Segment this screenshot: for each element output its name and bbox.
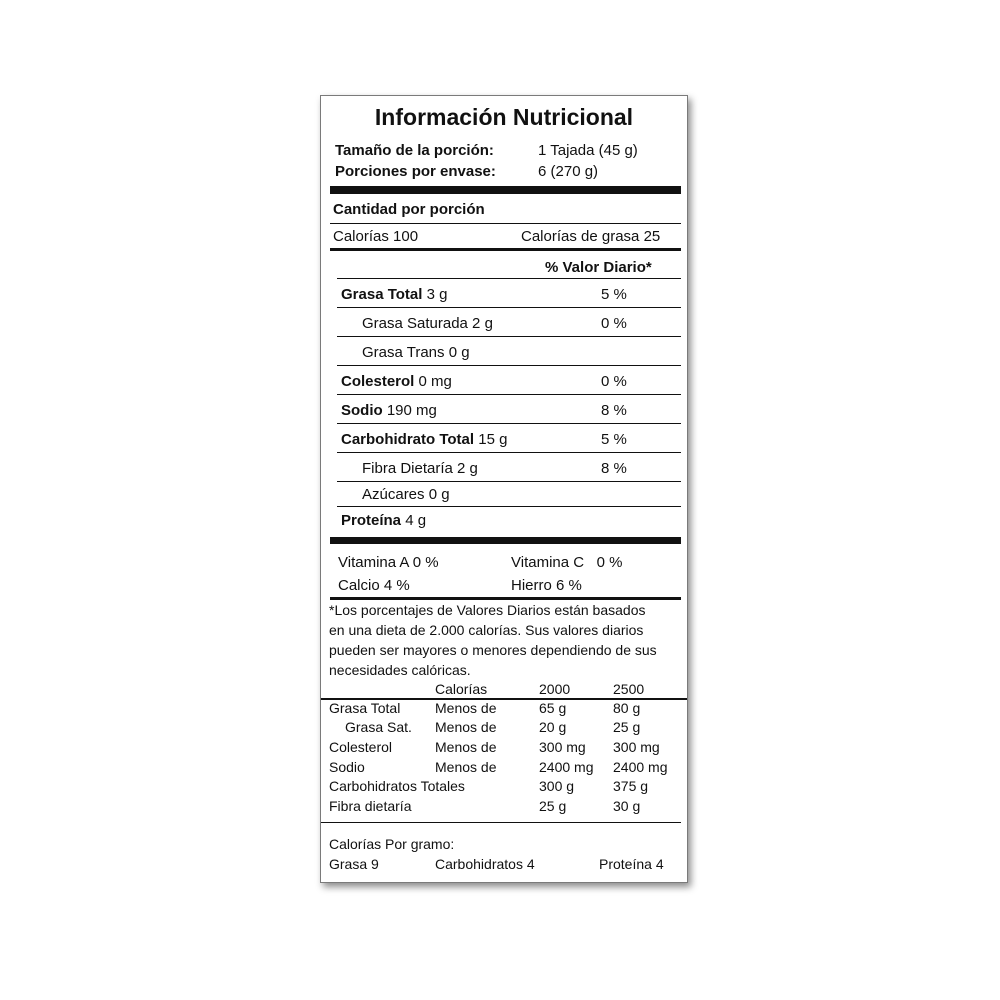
ref-row-2000: 300 mg	[539, 739, 586, 755]
nutrient-row-saturated-fat: Grasa Saturada 2 g	[362, 315, 493, 332]
ref-row-2000: 65 g	[539, 700, 567, 716]
calories-from-fat: Calorías de grasa 25	[521, 228, 661, 245]
divider	[321, 822, 681, 823]
ref-row-2500: 80 g	[613, 700, 641, 716]
ref-row-2500: 375 g	[613, 778, 649, 794]
nutrient-row-protein: Proteína 4 g	[341, 512, 427, 529]
calcium: Calcio 4 %	[338, 577, 410, 594]
nutrient-row-cholesterol: Colesterol 0 mg	[341, 373, 452, 390]
daily-value-header: % Valor Diario*	[545, 259, 652, 276]
nutrient-row-total-fat: Grasa Total 3 g	[341, 286, 448, 303]
divider	[337, 423, 681, 424]
divider	[337, 481, 681, 482]
nutrient-row-dietary-fiber: Fibra Dietaría 2 g	[362, 460, 478, 477]
nutrient-row-trans-fat: Grasa Trans 0 g	[362, 344, 470, 361]
calories-per-gram-header: Calorías Por gramo:	[329, 836, 455, 852]
divider	[337, 506, 681, 507]
ref-row-qualifier: Menos de	[435, 719, 497, 735]
label-title: Información Nutricional	[374, 104, 634, 130]
ref-row-2500: 25 g	[613, 719, 641, 735]
total-carbohydrate-dv: 5 %	[601, 431, 627, 448]
divider-thick	[330, 537, 681, 544]
ref-row-2000: 300 g	[539, 778, 575, 794]
ref-header-2500: 2500	[613, 681, 645, 697]
ref-row-qualifier: Menos de	[435, 739, 497, 755]
servings-per-container-value: 6 (270 g)	[538, 163, 599, 180]
ref-row-name: Carbohidratos Totales	[329, 778, 465, 794]
ref-row-2500: 30 g	[613, 798, 641, 814]
ref-row-qualifier: Menos de	[435, 759, 497, 775]
carbs-per-gram: Carbohidratos 4	[435, 856, 535, 872]
ref-row-name: Grasa Sat.	[345, 719, 412, 735]
vitamin-a: Vitamina A 0 %	[338, 554, 439, 571]
footnote-line: pueden ser mayores o menores dependiendo de sus	[329, 642, 657, 658]
ref-row-2500: 300 mg	[613, 739, 660, 755]
sodium-dv: 8 %	[601, 402, 627, 419]
ref-row-name: Grasa Total	[329, 700, 401, 716]
amount-per-serving: Cantidad por porción	[333, 201, 485, 218]
iron: Hierro 6 %	[511, 577, 582, 594]
divider	[337, 336, 681, 337]
serving-size-value: 1 Tajada (45 g)	[538, 142, 638, 159]
ref-row-name: Colesterol	[329, 739, 393, 755]
ref-row-name: Sodio	[329, 759, 365, 775]
protein-per-gram: Proteína 4	[599, 856, 664, 872]
ref-row-2000: 20 g	[539, 719, 567, 735]
nutrient-row-total-carbohydrate: Carbohidrato Total 15 g	[341, 431, 508, 448]
servings-per-container-label: Porciones por envase:	[335, 163, 496, 180]
ref-row-2000: 2400 mg	[539, 759, 594, 775]
ref-header-calories: Calorías	[435, 681, 488, 697]
divider-thick	[330, 186, 681, 194]
divider	[337, 365, 681, 366]
ref-row-name: Fibra dietaría	[329, 798, 412, 814]
divider	[337, 452, 681, 453]
footnote-line: *Los porcentajes de Valores Diarios están basados	[329, 602, 646, 618]
vitamin-c: Vitamina C 0 %	[511, 554, 623, 571]
nutrition-facts-label	[320, 95, 688, 883]
ref-row-2000: 25 g	[539, 798, 567, 814]
cholesterol-dv: 0 %	[601, 373, 627, 390]
saturated-fat-dv: 0 %	[601, 315, 627, 332]
calories: Calorías 100	[333, 228, 419, 245]
divider	[337, 394, 681, 395]
divider-medium	[330, 597, 681, 600]
ref-row-2500: 2400 mg	[613, 759, 668, 775]
divider	[330, 223, 681, 224]
ref-header-2000: 2000	[539, 681, 571, 697]
serving-size-label: Tamaño de la porción:	[335, 142, 494, 159]
divider	[337, 278, 681, 279]
divider-medium	[330, 248, 681, 251]
fat-per-gram: Grasa 9	[329, 856, 379, 872]
nutrient-row-sodium: Sodio 190 mg	[341, 402, 437, 419]
total-fat-dv: 5 %	[601, 286, 627, 303]
ref-row-qualifier: Menos de	[435, 700, 497, 716]
footnote-line: en una dieta de 2.000 calorías. Sus valores diarios	[329, 622, 644, 638]
footnote-line: necesidades calóricas.	[329, 662, 471, 678]
nutrient-row-sugars: Azúcares 0 g	[362, 486, 450, 503]
divider	[337, 307, 681, 308]
dietary-fiber-dv: 8 %	[601, 460, 627, 477]
